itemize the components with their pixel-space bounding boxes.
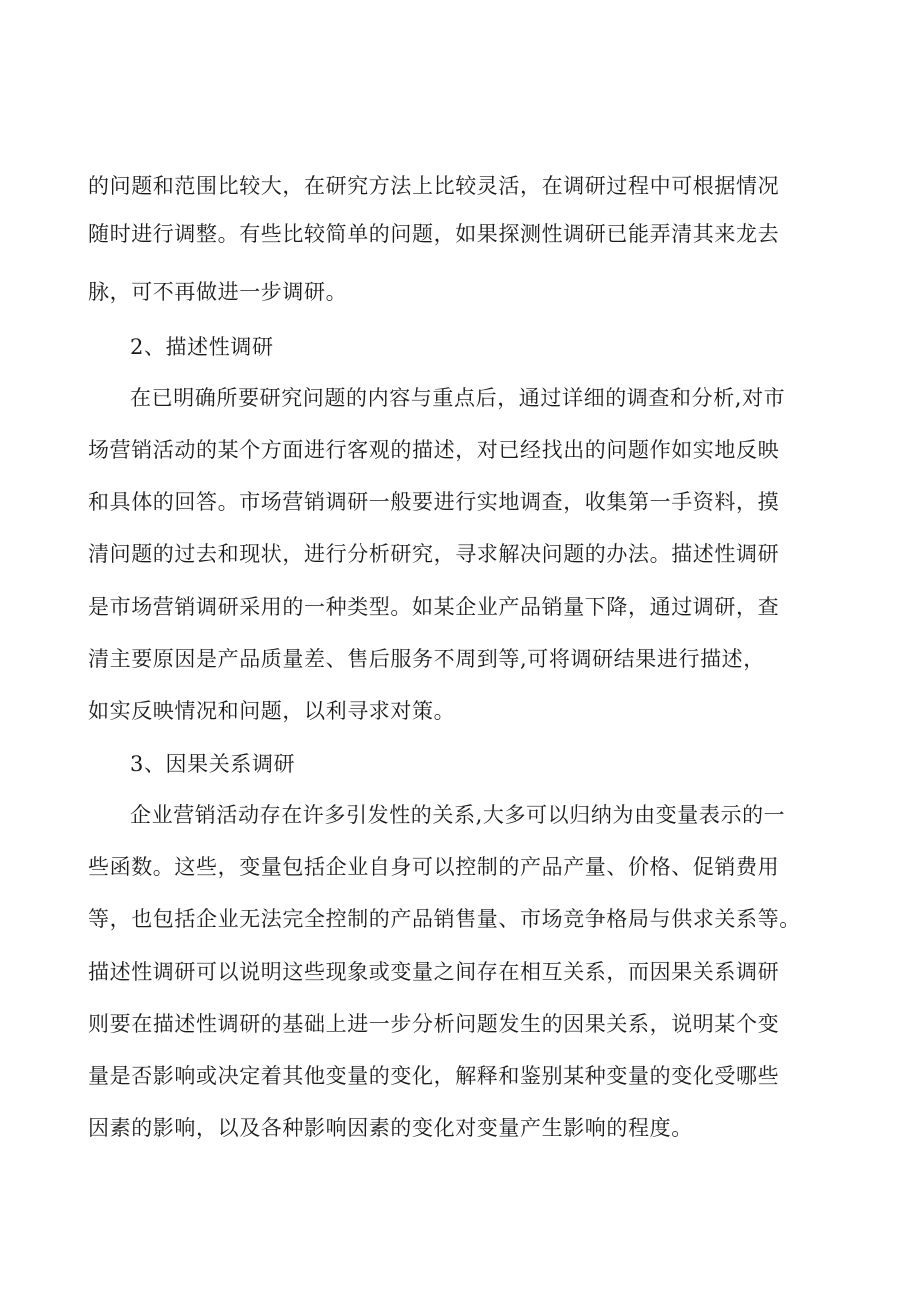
paragraph-line: 脉，可不再做进一步调研。 <box>88 280 348 304</box>
paragraph-line: 场营销活动的某个方面进行客观的描述，对已经找出的问题作如实地反映 <box>88 438 780 462</box>
paragraph-line: 和具体的回答。市场营销调研一般要进行实地调查，收集第一手资料，摸 <box>88 490 780 514</box>
paragraph-line: 清问题的过去和现状，进行分析研究，寻求解决问题的办法。描述性调研 <box>88 542 780 566</box>
paragraph-line: 些函数。这些，变量包括企业自身可以控制的产品产量、价格、促销费用 <box>88 855 780 879</box>
paragraph-line: 则要在描述性调研的基础上进一步分析问题发生的因果关系，说明某个变 <box>88 1012 780 1036</box>
paragraph-line: 因素的影响，以及各种影响因素的变化对变量产生影响的程度。 <box>88 1116 693 1140</box>
paragraph-line: 如实反映情况和问题，以利寻求对策。 <box>88 699 456 723</box>
paragraph-line: 在已明确所要研究问题的内容与重点后，通过详细的调查和分析,对市 <box>130 386 786 410</box>
paragraph-line: 等，也包括企业无法完全控制的产品销售量、市场竞争格局与供求关系等。 <box>88 907 801 931</box>
paragraph-line: 是市场营销调研采用的一种类型。如某企业产品销量下降，通过调研，查 <box>88 595 780 619</box>
section-heading: 3、因果关系调研 <box>130 752 296 776</box>
section-heading: 2、描述性调研 <box>130 335 274 359</box>
paragraph-line: 随时进行调整。有些比较简单的问题，如果探测性调研已能弄清其来龙去 <box>88 222 780 246</box>
paragraph-line: 量是否影响或决定着其他变量的变化，解释和鉴别某种变量的变化受哪些 <box>88 1064 780 1088</box>
paragraph-line: 描述性调研可以说明这些现象或变量之间存在相互关系，而因果关系调研 <box>88 960 780 984</box>
paragraph-line: 清主要原因是产品质量差、售后服务不周到等,可将调研结果进行描述， <box>88 647 765 671</box>
paragraph-line: 的问题和范围比较大，在研究方法上比较灵活，在调研过程中可根据情况 <box>88 174 780 198</box>
paragraph-line: 企业营销活动存在许多引发性的关系,大多可以归纳为由变量表示的一 <box>130 803 786 827</box>
